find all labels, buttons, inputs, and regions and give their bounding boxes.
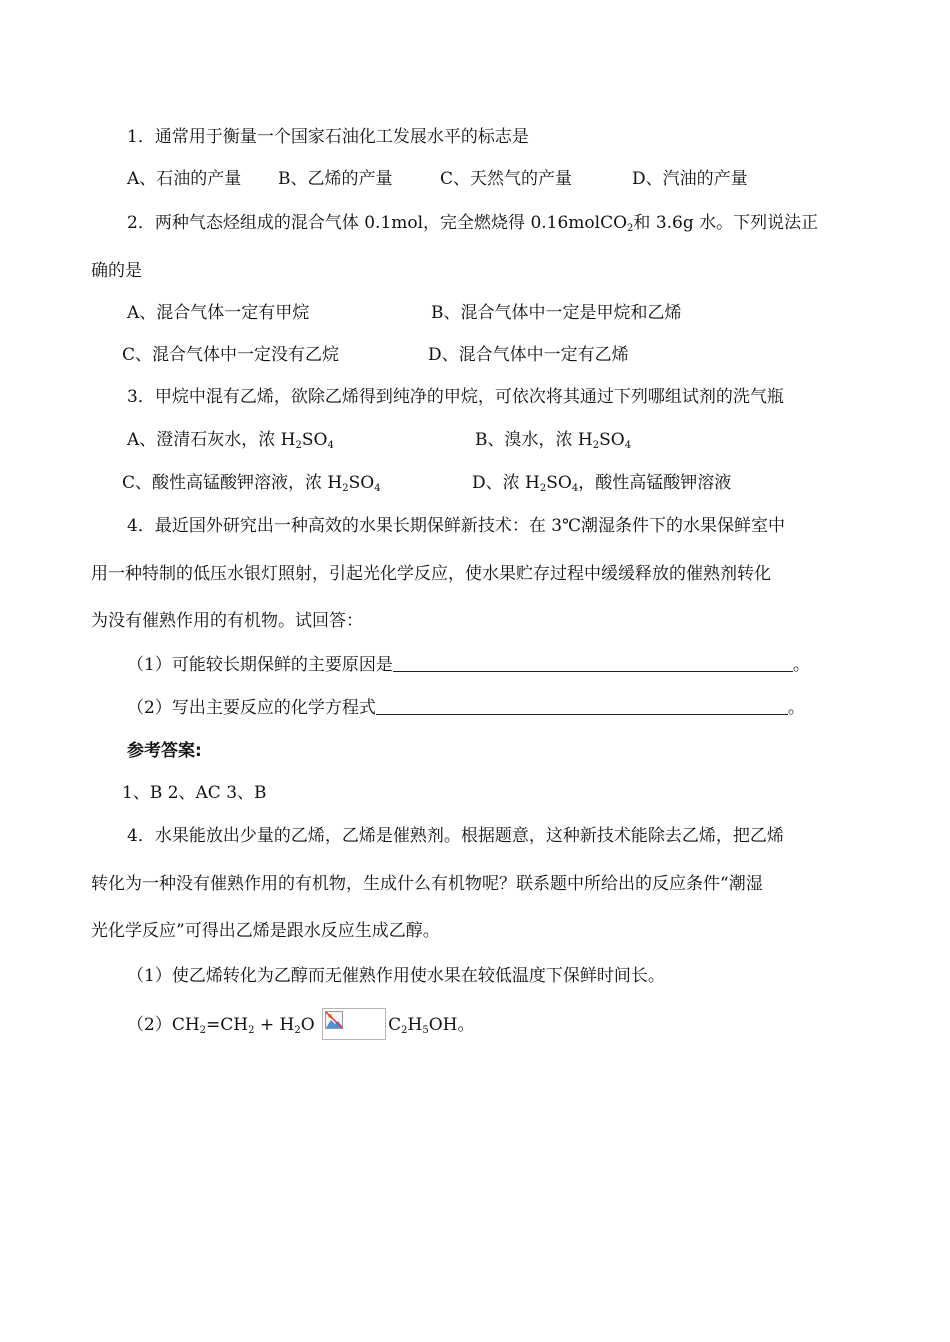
subscript: 2	[295, 440, 302, 451]
q2-stem-text-b: 和 3.6g 水。下列说法正	[633, 213, 819, 233]
q1-option-d: D、汽油的产量	[632, 169, 748, 189]
q3-option-d-text: D、浓 H	[472, 473, 540, 493]
answers-short: 1、B 2、AC 3、B	[122, 783, 267, 803]
answer-item-2	[127, 1008, 474, 1040]
answer-explanation-line-1: 4．水果能放出少量的乙烯，乙烯是催熟剂。根据题意，这种新技术能除去乙烯，把乙烯	[127, 826, 784, 846]
subscript: 2	[199, 1025, 207, 1036]
answer-blank-2[interactable]	[376, 698, 788, 715]
subscript: 2	[401, 1025, 408, 1036]
formula-part: SO	[301, 430, 328, 450]
q3-option-a	[127, 429, 334, 451]
answer-explanation-line-2: 转化为一种没有催熟作用的有机物，生成什么有机物呢？联系题中所给出的反应条件“潮湿	[91, 874, 763, 894]
q4-sub-question-1	[127, 654, 810, 676]
q4-sub-question-2	[127, 697, 805, 719]
period: 。	[792, 655, 810, 675]
q2-option-c: C、混合气体中一定没有乙烷	[122, 345, 340, 365]
subscript: 4	[327, 440, 334, 451]
subscript: 2	[342, 483, 349, 494]
q4-line-2: 用一种特制的低压水银灯照射，引起光化学反应，使水果贮存过程中缓缓释放的催熟剂转化	[91, 564, 771, 584]
formula-part: H	[407, 1015, 423, 1035]
subscript: 4	[624, 440, 632, 451]
q2-stem-text-a: 2．两种气态烃组成的混合气体 0.1mol，完全燃烧得 0.16molCO	[127, 213, 628, 233]
subscript: 2	[592, 440, 600, 451]
subscript: 5	[422, 1025, 429, 1036]
subscript: 2	[248, 1025, 255, 1036]
formula-part: + H	[254, 1015, 295, 1035]
q3-option-d	[472, 472, 731, 494]
q2-option-d: D、混合气体中一定有乙烯	[428, 345, 629, 365]
q4-line-1: 4．最近国外研究出一种高效的水果长期保鲜新技术：在 3℃潮湿条件下的水果保鲜室中	[127, 516, 786, 536]
broken-image-icon	[322, 1008, 386, 1040]
q1-option-c: C、天然气的产量	[440, 169, 573, 189]
answer-blank-1[interactable]	[393, 655, 793, 672]
answer-explanation-line-3: 光化学反应”可得出乙烯是跟水反应生成乙醇。	[91, 921, 440, 941]
q3-option-d-text-post: ，酸性高锰酸钾溶液	[578, 473, 732, 493]
formula-part: SO	[599, 430, 625, 450]
subscript: 4	[374, 483, 381, 494]
q1-option-a: A、石油的产量	[127, 169, 242, 189]
formula-part: SO	[546, 473, 572, 493]
q1-option-b: B、乙烯的产量	[278, 169, 393, 189]
period: 。	[787, 698, 805, 718]
subscript: 2	[294, 1025, 301, 1036]
q2-stem-continuation: 确的是	[91, 261, 142, 281]
formula-part: （2）CH	[127, 1015, 200, 1035]
q2-stem	[127, 212, 818, 234]
q1-stem: 1．通常用于衡量一个国家石油化工发展水平的标志是	[127, 127, 529, 147]
formula-part: O	[300, 1015, 315, 1035]
q4-line-3: 为没有催熟作用的有机物。试回答：	[91, 611, 363, 631]
q4-sub-question-1-text: （1）可能较长期保鲜的主要原因是	[127, 655, 393, 675]
formula-part: SO	[348, 473, 375, 493]
q3-option-b-text: B、溴水，浓 H	[475, 430, 593, 450]
q3-option-c	[122, 472, 381, 494]
formula-part: =CH	[206, 1015, 249, 1035]
answer-item-1: （1）使乙烯转化为乙醇而无催熟作用使水果在较低温度下保鲜时间长。	[127, 966, 665, 986]
q2-option-b: B、混合气体中一定是甲烷和乙烯	[431, 303, 682, 323]
q2-stem-subscript: 2	[627, 223, 634, 234]
image-placeholder-icon	[325, 1011, 343, 1029]
subscript: 2	[539, 483, 547, 494]
q3-stem: 3．甲烷中混有乙烯，欲除乙烯得到纯净的甲烷，可依次将其通过下列哪组试剂的洗气瓶	[127, 387, 784, 407]
subscript: 4	[571, 483, 579, 494]
answers-heading: 参考答案:	[127, 741, 202, 761]
q3-option-a-text: A、澄清石灰水，浓 H	[127, 430, 296, 450]
q3-option-c-text: C、酸性高锰酸钾溶液，浓 H	[122, 473, 343, 493]
q4-sub-question-2-text: （2）写出主要反应的化学方程式	[127, 698, 376, 718]
formula-part: OH。	[428, 1015, 475, 1035]
q3-option-b	[475, 429, 631, 451]
formula-part: C	[388, 1015, 402, 1035]
q2-option-a: A、混合气体一定有甲烷	[127, 303, 310, 323]
